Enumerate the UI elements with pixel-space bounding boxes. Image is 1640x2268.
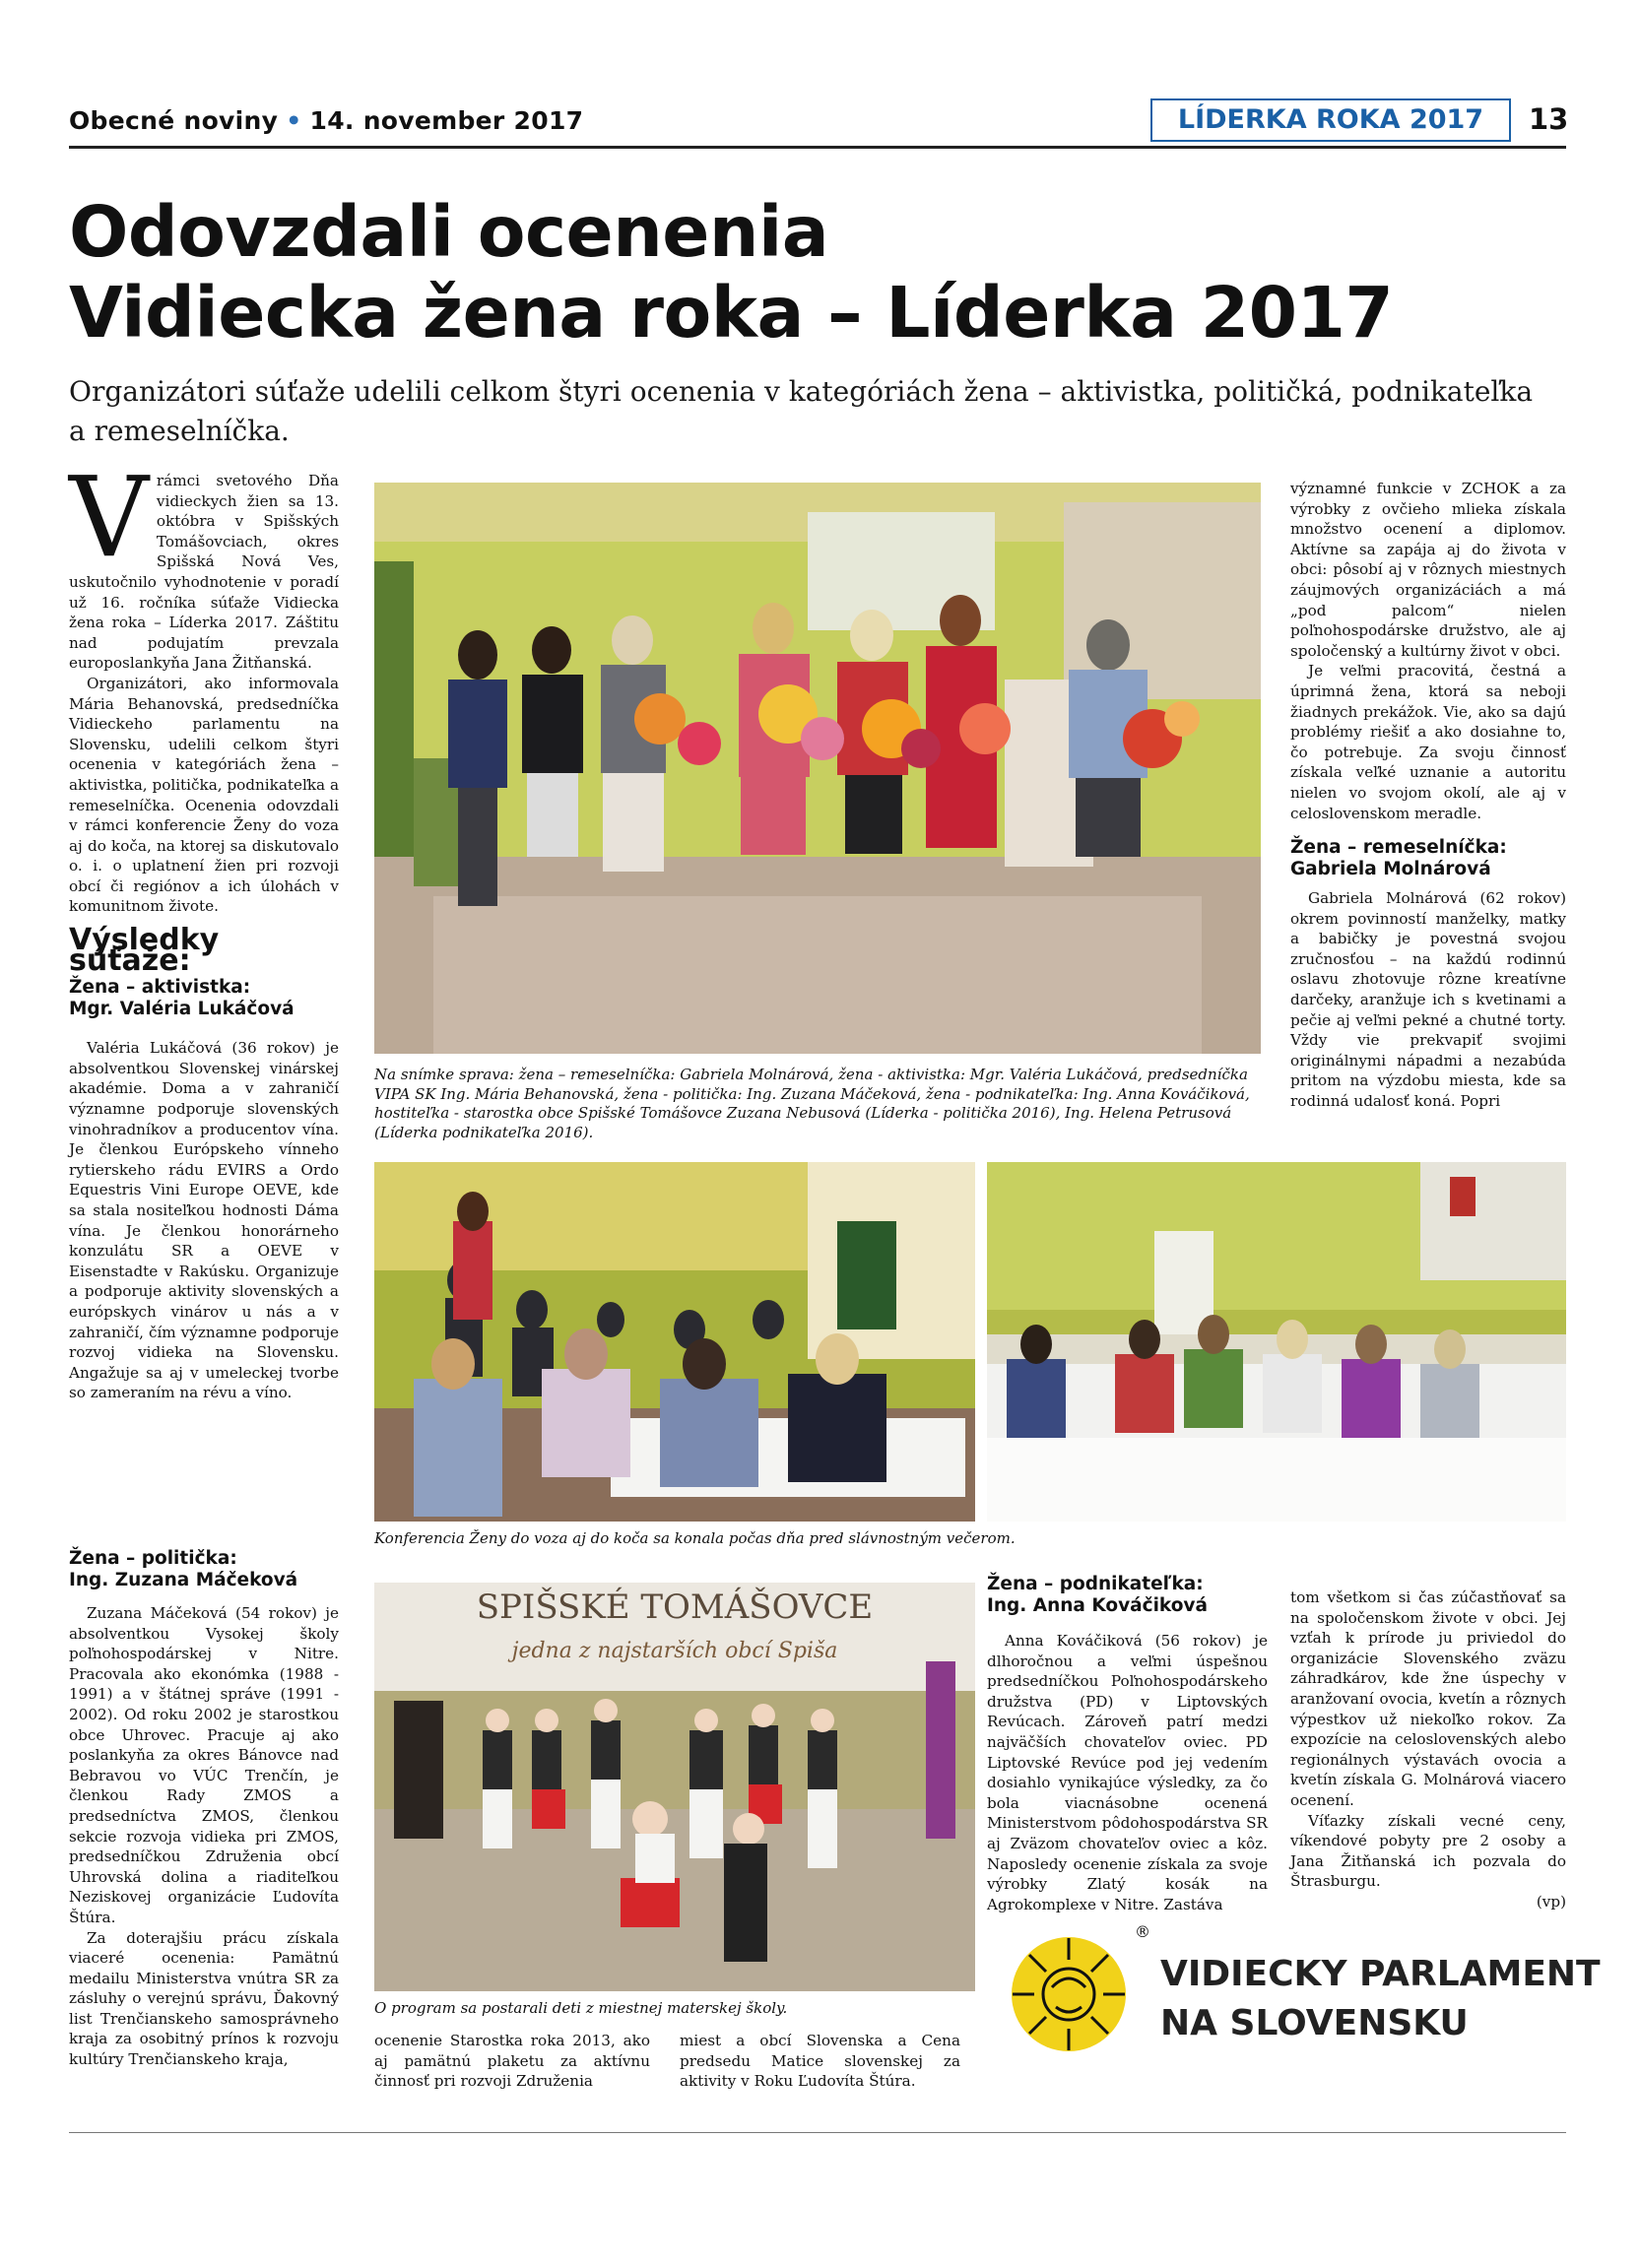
podnikatelka-paragraph: Anna Kováčiková (56 rokov) je dlhoročnou a veľmi úspešnou predsedníčkou Poľnohospodárskeho družstva (PD) v Liptovských Revúcach. Zároveň patrí medzi najväčších chovateľov oviec. PD Liptovské Revúce pod jej vedením dosiahlo vynikajúce výsledky, za čo bola viacnásobne ocenená Ministerstvom pôdohospodárstva SR aj Zväzom chovateľov oviec a kôz. Naposledy ocenenie získala za svoje výrobky Zlatý kosák na Agrokomplexe v Nitre. Zastáva [987,1632,1268,1913]
column-1-lower [69,1548,339,2070]
results-heading: Výsledky súťaže: [69,923,220,978]
issue-date: 14. november 2017 [309,106,584,135]
drop-cap: V [69,454,149,582]
caption-conference: Konferencia Ženy do voza aj do koča sa konala počas dňa pred slávnostným večerom. [374,1529,1016,1547]
article-lead: Organizátori súťaže udelili celkom štyri ocenenia v kategóriách žena – aktivistka, političká, podnikateľka a remeselníčka. [69,375,1534,447]
logo-text-line-2: NA SLOVENSKU [1160,2003,1469,2043]
column-1 [69,454,339,1403]
photo-award-ceremony [374,483,1261,1054]
column-right-upper [1290,479,1566,1112]
col2-bottom-text: ocenenie Starostka roka 2013, ako aj pamätnú plaketu za aktívnu činnosť pri rozvoji Združenia [374,2032,650,2091]
caption-children: O program sa postarali deti z miestnej materskej školy. [374,1999,788,2017]
photo-conference-left-image [374,1162,975,1522]
aktivistka-heading-2: Mgr. Valéria Lukáčová [69,999,295,1020]
column-2-bottom [374,2031,650,2092]
article-title [69,192,1546,354]
intro-paragraph-2: Organizátori, ako informovala Mária Behanovská, predsedníčka Vidieckeho parlamentu na Slovensku, udelili celkom štyri ocenenia v kategóriách žena – aktivistka, politička, podnikateľka a remeselníčka. Ocenenia odovzdali v rámci konferencie Ženy do voza aj do koča, na ktorej sa diskutovalo o. i. o uplatnení žien pri rozvoji obcí či regiónov a ich úlohách v komunitnom živote. [69,674,339,916]
logo-text-line-1: VIDIECKY PARLAMENT [1160,1954,1601,1994]
remeselnicka-paragraph: Gabriela Molnárová (62 rokov) okrem povinností manželky, matky a babičky je povestná svojou zručnosťou – na každú rodinnú oslavu zhotovuje rôzne kreatívne darčeky, aranžuje ich s kvetinami a pečie aj veľmi pekné a chutné torty. Vždy vie prekvapiť svojimi originálnymi nápadmi a nezabúda pritom na výzdobu miesta, kde sa rodinná udalosť koná. Popri [1290,889,1566,1111]
right-bottom-paragraph-1: tom všetkom si čas zúčastňovať sa na spoločenskom živote v obci. Jej vzťah k prírode ju priviedol do organizácie Slovenského zväzu záhradkárov, kde žne úspechy v aranžovaní ovocia, kvetín a rôznych výpestkov už niekoľko rokov. Za expozície na celoslovenských alebo regionálnych výstavách ovocia a kvetín získala G. Molnárová viacero ocenení. [1290,1588,1566,1809]
header-rule [69,146,1566,149]
right-top-paragraph-1: významné funkcie v ZCHOK a za výrobky z ovčieho mlieka získala množstvo ocenení a diplomov. Aktívne sa zapája aj do života v obci: pôsobí aj v rôznych miestnych záujmových organizáciách a má „pod palcom“ nielen poľnohospodárske družstvo, ale aj spoločenský a kultúrny život v obci. [1290,480,1566,660]
col3-bottom-text: miest a obcí Slovenska a Cena predsedu Matice slovenskej za aktivity v Roku Ľudovíta Štúra. [680,2032,960,2091]
column-right-lower [1290,1588,1566,1912]
photo-conference-right-image [987,1162,1566,1522]
column-podnikatelka [987,1574,1268,1914]
registered-mark: ® [1135,1922,1150,1941]
header-dot: • [286,106,302,135]
sun-logo-icon [1005,1930,1133,2058]
author-signature: (vp) [1536,1892,1566,1911]
intro-paragraph-1 [69,454,339,674]
page-number: 13 [1529,102,1569,136]
title-line-2: Vidiecka žena roka – Líderka 2017 [69,272,1394,354]
right-top-paragraph-2: Je veľmi pracovitá, čestná a úprimná žena, ktorá sa neboji žiadnych prekážok. Vie, ako sa dajú problémy riešiť a ako dosiahne to, čo potrebuje. Za svoju činnosť získala veľké uznanie a autoritu nielen vo svojom okolí, ale aj v celoslovenskom meradle. [1290,662,1566,822]
remeselnicka-heading-2: Gabriela Molnárová [1290,859,1491,880]
newspaper-name: Obecné noviny [69,106,279,135]
politicka-heading-1: Žena – politička: [69,1548,237,1569]
right-bottom-paragraph-2: Víťazky získali vecné ceny, víkendové pobyty pre 2 osoby a Jana Žitňanská ich pozvala do Štrasburgu. [1290,1811,1566,1891]
title-line-1: Odovzdali ocenenia [69,191,829,273]
politicka-heading-2: Ing. Zuzana Máčeková [69,1570,298,1590]
aktivistka-heading-1: Žena – aktivistka: [69,977,251,999]
politicka-paragraph-1: Zuzana Máčeková (54 rokov) je absolventkou Vysokej školy poľnohospodárskej v Nitre. Pracovala ako ekonómka (1988 - 1991) a v štátnej správe (1991 - 2002). Od roku 2002 je starostkou obce Uhrovec. Pracuje aj ako poslankyňa za okres Bánovce nad Bebravou vo VÚC Trenčín, je členkou Rady ZMOS a predsedníctva ZMOS, členkou sekcie rozvoja vidieka pri ZMOS, predsedníčkou Združenia obcí Uhrovská dolina a riaditeľkou Neziskovej organizácie Ľudovíta Štúra. [69,1604,339,1926]
photo-conference-right [987,1162,1566,1522]
caption-award-ceremony: Na snímke sprava: žena – remeselníčka: Gabriela Molnárová, žena - aktivistka: Mgr. Valéria Lukáčová, predsedníčka VIPA SK Ing. Mária Behanovská, žena - politička: Ing. Zuzana Máčeková, žena - podnikateľka: Ing. Anna Kováčiková, hostiteľka - starostka obce Spišské Tomášovce Zuzana Nebusová (Líderka - politička 2016), Ing. Helena Petrusová (Líderka podnikateľka 2016). [374,1066,1250,1141]
podnikatelka-heading-1: Žena – podnikateľka: [987,1574,1204,1594]
photo-conference-left [374,1162,975,1522]
politicka-paragraph-2: Za doterajšiu prácu získala viaceré ocenenia: Pamätnú medailu Ministerstva vnútra SR za zásluhy o verejnú správu, Ďakovný list Trenčianskeho samosprávneho kraja za osobitný prínos k rozvoju kultúry Trenčianskeho kraja, [69,1928,339,2069]
remeselnicka-heading-1: Žena – remeselníčka: [1290,837,1507,859]
header-left [69,106,583,135]
banner-text-1: SPIŠSKÉ TOMÁŠOVCE [476,1588,874,1627]
photo-award-ceremony-image [374,483,1261,1054]
footer-rule [69,2132,1566,2133]
section-label: LÍDERKA ROKA 2017 [1150,98,1511,142]
intro-text-1: rámci svetového Dňa vidieckych žien sa 13. októbra v Spišských Tomášovciach, okres Spišská Nová Ves, uskutočnilo vyhodnotenie v poradí už 16. ročníka súťaže Vidiecka žena roka – Líderka 2017. Záštitu nad podujatím prevzala europoslankyňa Jana Žitňanská. [69,472,339,673]
banner-text-2: jedna z najstarších obcí Spiša [511,1639,838,1663]
podnikatelka-heading-2: Ing. Anna Kováčiková [987,1595,1208,1616]
column-3-bottom [680,2031,960,2092]
logo-text [1160,1950,1601,2048]
photo-children-program-image [374,1583,975,1991]
aktivistka-paragraph: Valéria Lukáčová (36 rokov) je absolventkou Slovenskej vinárskej akadémie. Doma a v zahraničí významne podporuje slovenských vinohradníkov a producentov vína. Je členkou Európskeho vínneho rytierskeho rádu EVIRS a Ordo Equestris Vini Europe OEVE, kde sa stala nositeľkou hodnosti Dáma vína. Je členkou honorárneho konzulátu SR a OEVE v Eisenstadte v Rakúsku. Organizuje a podporuje aktivity slovenských a európskych vinárov u nás a v zahraničí, čím významne podporuje rozvoj vidieka na Slovensku. Angažuje sa aj v umeleckej tvorbe so zameraním na révu a víno. [69,1039,339,1402]
vidiecky-parlament-logo [1005,1930,1133,2058]
photo-children-program [374,1583,975,1991]
